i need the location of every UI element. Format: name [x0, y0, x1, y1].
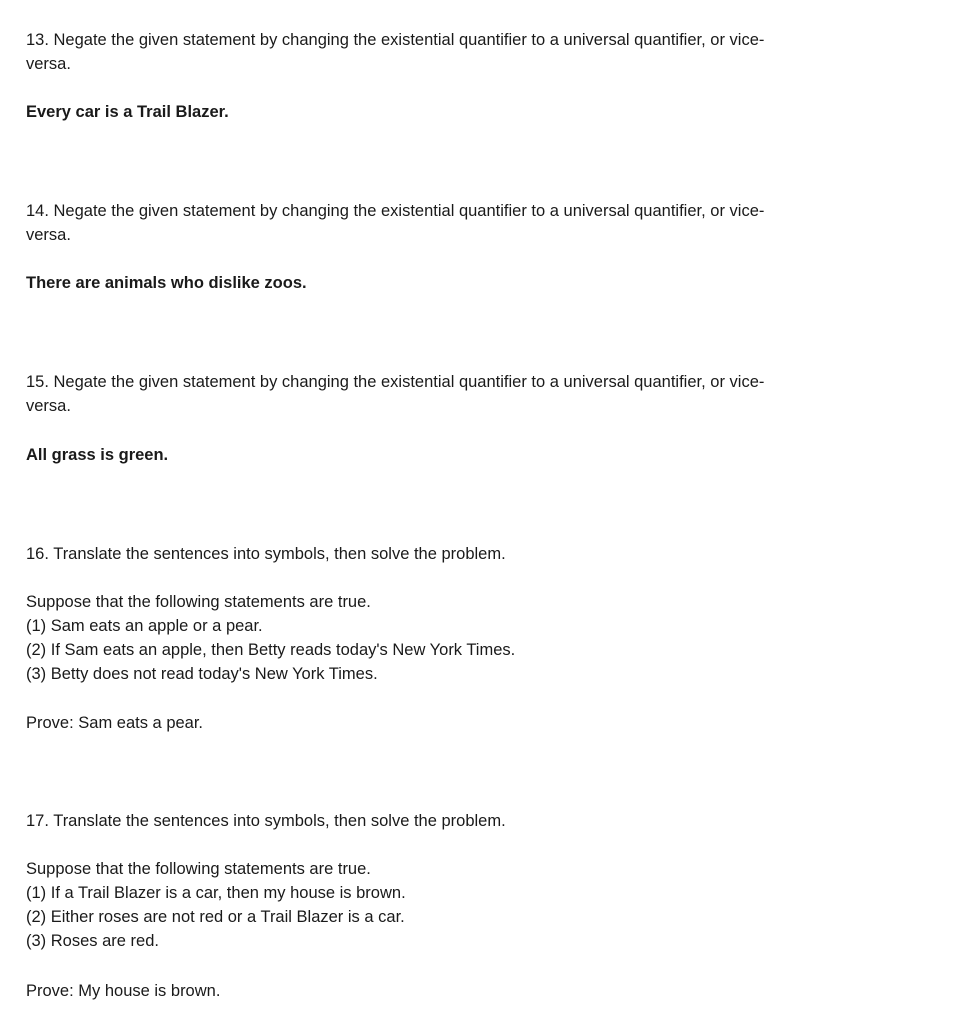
problem-17-premise-2: (2) Either roses are not red or a Trail Blazer is a car.	[26, 908, 405, 926]
problem-14-statement: There are animals who dislike zoos.	[26, 274, 307, 292]
problem-15-instruction-line2: versa.	[26, 397, 71, 415]
problem-17-intro: Suppose that the following statements are true.	[26, 860, 371, 878]
problem-17-premise-3: (3) Roses are red.	[26, 932, 159, 950]
problem-13-instruction-line2: versa.	[26, 55, 71, 73]
problem-17-instruction: 17. Translate the sentences into symbols, then solve the problem.	[26, 812, 506, 830]
problem-16-instruction: 16. Translate the sentences into symbols, then solve the problem.	[26, 545, 506, 563]
problem-15-statement: All grass is green.	[26, 446, 169, 464]
problem-14-instruction-line2: versa.	[26, 226, 71, 244]
problem-16-premise-2: (2) If Sam eats an apple, then Betty reads today's New York Times.	[26, 641, 516, 659]
problem-14-instruction-line1: 14. Negate the given statement by changing the existential quantifier to a universal quantifier, or vice-	[26, 202, 765, 220]
problem-13-statement: Every car is a Trail Blazer.	[26, 103, 229, 121]
problem-13-instruction-line1: 13. Negate the given statement by changing the existential quantifier to a universal quantifier, or vice-	[26, 31, 765, 49]
problem-16-premise-1: (1) Sam eats an apple or a pear.	[26, 617, 263, 635]
problem-16-premise-3: (3) Betty does not read today's New York Times.	[26, 665, 378, 683]
problem-17-premise-1: (1) If a Trail Blazer is a car, then my house is brown.	[26, 884, 406, 902]
problem-17-prove: Prove: My house is brown.	[26, 982, 221, 1000]
problem-15-instruction-line1: 15. Negate the given statement by changing the existential quantifier to a universal quantifier, or vice-	[26, 373, 765, 391]
problem-16-intro: Suppose that the following statements are true.	[26, 593, 371, 611]
problem-16-prove: Prove: Sam eats a pear.	[26, 714, 204, 732]
